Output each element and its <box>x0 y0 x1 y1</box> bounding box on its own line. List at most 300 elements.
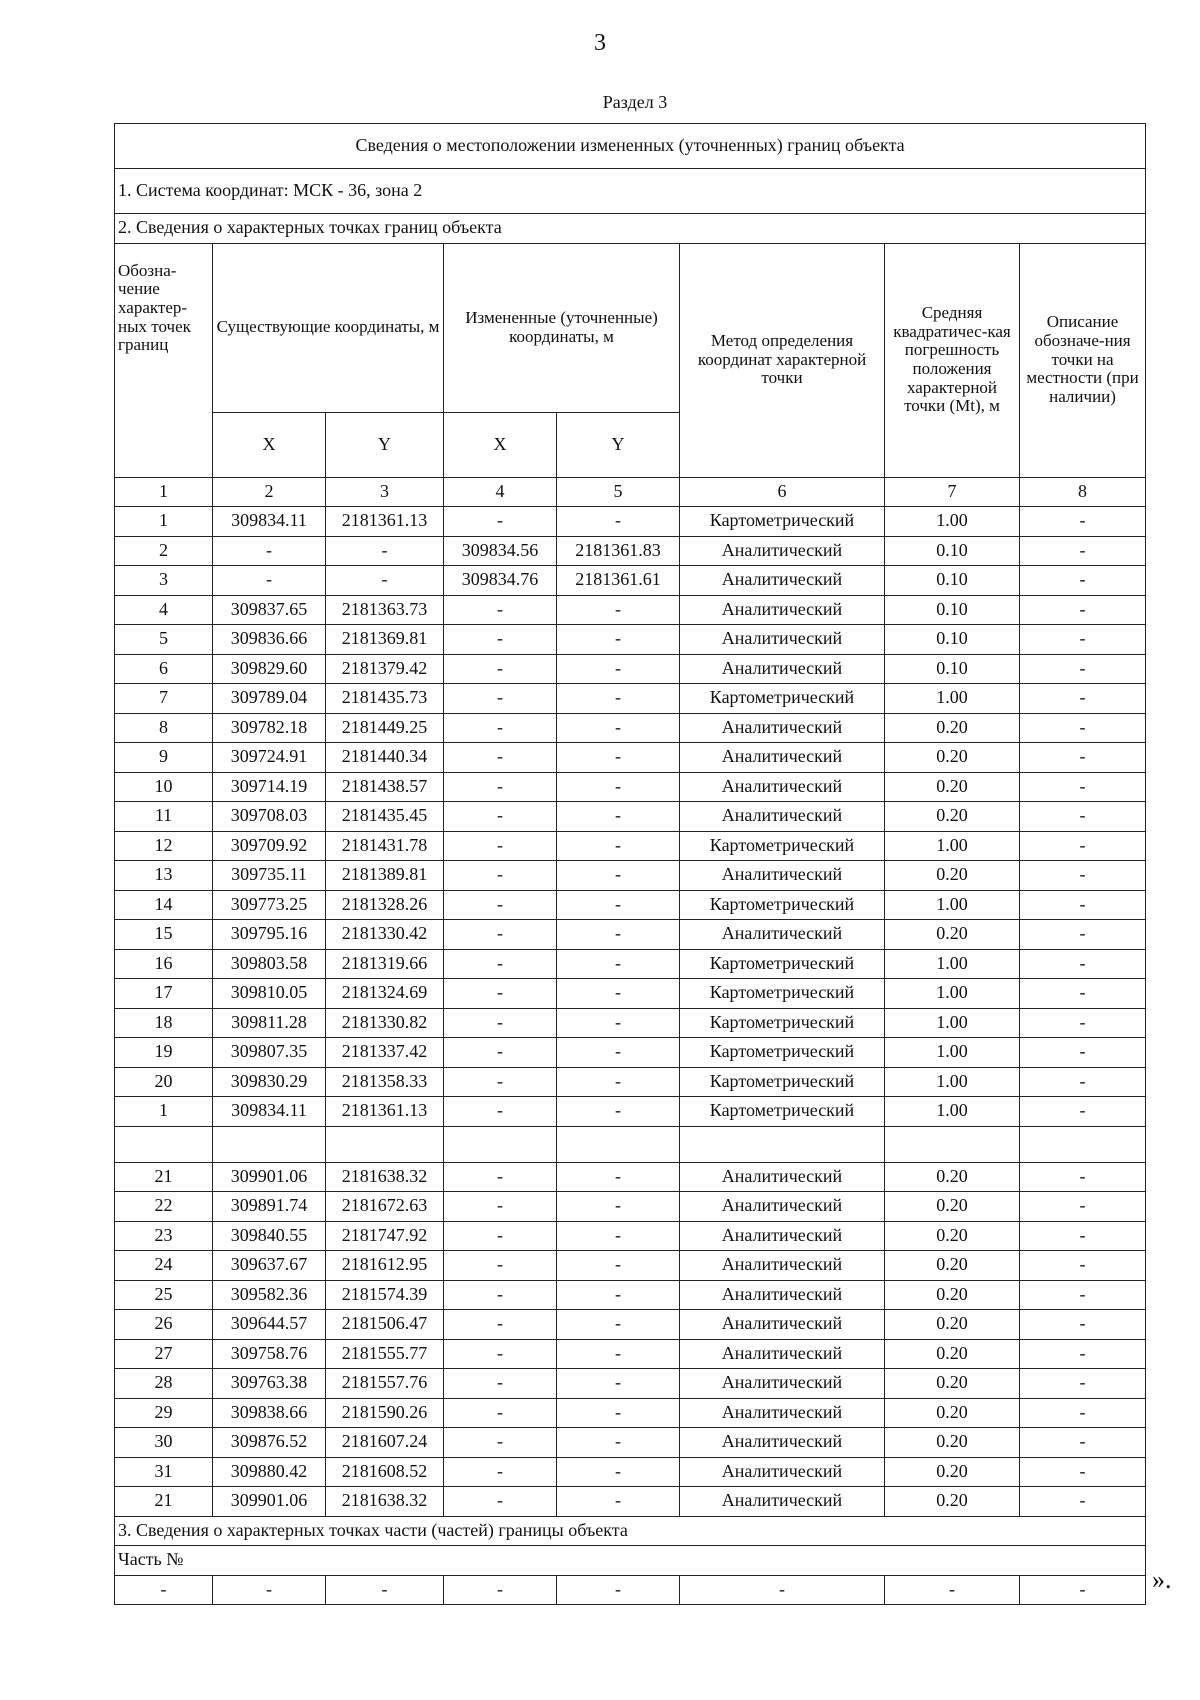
description-cell: - <box>1020 920 1146 950</box>
method-cell: Аналитический <box>680 713 885 743</box>
existing-x-cell: 309830.29 <box>213 1067 326 1097</box>
header-description: Описание обозначе-ния точки на местности (при наличии) <box>1020 243 1146 477</box>
error-cell: 0.20 <box>885 1221 1020 1251</box>
table-row <box>115 920 1146 950</box>
method-cell: Картометрический <box>680 979 885 1009</box>
existing-y-cell: 2181431.78 <box>326 831 444 861</box>
table-row <box>115 625 1146 655</box>
point-id-cell: 12 <box>115 831 213 861</box>
changed-y-cell: - <box>557 595 680 625</box>
existing-x-cell: 309810.05 <box>213 979 326 1009</box>
changed-x-cell: - <box>444 1310 557 1340</box>
changed-y-cell: - <box>557 802 680 832</box>
part-number-label: Часть № <box>115 1546 1146 1576</box>
parts-cell: - <box>680 1575 885 1605</box>
error-cell: 0.20 <box>885 1487 1020 1517</box>
point-id-cell: 26 <box>115 1310 213 1340</box>
error-cell: 0.20 <box>885 1280 1020 1310</box>
error-cell: 0.20 <box>885 1398 1020 1428</box>
description-cell: - <box>1020 1398 1146 1428</box>
changed-y-cell: - <box>557 1339 680 1369</box>
method-cell: Картометрический <box>680 890 885 920</box>
changed-y-cell: - <box>557 743 680 773</box>
changed-x-cell: - <box>444 743 557 773</box>
error-cell: 0.20 <box>885 1369 1020 1399</box>
error-cell: 0.20 <box>885 802 1020 832</box>
point-id-cell: 17 <box>115 979 213 1009</box>
changed-y-cell: - <box>557 1251 680 1281</box>
point-id-cell: 5 <box>115 625 213 655</box>
description-cell: - <box>1020 536 1146 566</box>
method-cell: Аналитический <box>680 1192 885 1222</box>
error-cell: 1.00 <box>885 1038 1020 1068</box>
description-cell: - <box>1020 831 1146 861</box>
point-id-cell: 6 <box>115 654 213 684</box>
description-cell: - <box>1020 861 1146 891</box>
table-row <box>115 772 1146 802</box>
existing-y-cell: 2181361.13 <box>326 1097 444 1127</box>
table-row <box>115 831 1146 861</box>
point-id-cell: 21 <box>115 1487 213 1517</box>
method-cell: Картометрический <box>680 1097 885 1127</box>
header-changed-x: X <box>444 412 557 477</box>
description-cell: - <box>1020 772 1146 802</box>
error-cell: 1.00 <box>885 1067 1020 1097</box>
existing-x-cell: 309807.35 <box>213 1038 326 1068</box>
existing-x-cell: 309901.06 <box>213 1162 326 1192</box>
existing-x-cell: 309834.11 <box>213 507 326 537</box>
coordinate-system: 1. Система координат: МСК - 36, зона 2 <box>115 169 1146 214</box>
existing-y-cell: 2181324.69 <box>326 979 444 1009</box>
point-id-cell: 16 <box>115 949 213 979</box>
changed-x-cell: - <box>444 890 557 920</box>
empty-cell <box>1020 1126 1146 1162</box>
point-id-cell: 4 <box>115 595 213 625</box>
error-cell: 0.20 <box>885 1457 1020 1487</box>
method-cell: Картометрический <box>680 949 885 979</box>
existing-y-cell: 2181330.82 <box>326 1008 444 1038</box>
description-cell: - <box>1020 1038 1146 1068</box>
existing-x-cell: 309773.25 <box>213 890 326 920</box>
description-cell: - <box>1020 1192 1146 1222</box>
method-cell: Аналитический <box>680 625 885 655</box>
method-cell: Аналитический <box>680 1339 885 1369</box>
changed-y-cell: - <box>557 831 680 861</box>
existing-x-cell: - <box>213 536 326 566</box>
existing-x-cell: 309709.92 <box>213 831 326 861</box>
method-cell: Аналитический <box>680 802 885 832</box>
method-cell: Картометрический <box>680 1008 885 1038</box>
existing-x-cell: 309838.66 <box>213 1398 326 1428</box>
description-cell: - <box>1020 1162 1146 1192</box>
description-cell: - <box>1020 743 1146 773</box>
separator-row <box>115 1126 1146 1162</box>
changed-y-cell: - <box>557 1457 680 1487</box>
changed-y-cell: - <box>557 920 680 950</box>
changed-y-cell: 2181361.83 <box>557 536 680 566</box>
closing-mark: ». <box>1152 1565 1172 1594</box>
point-id-cell: 27 <box>115 1339 213 1369</box>
changed-y-cell: - <box>557 1428 680 1458</box>
header-changed: Измененные (уточненные) координаты, м <box>444 243 680 412</box>
changed-y-cell: - <box>557 890 680 920</box>
description-cell: - <box>1020 1008 1146 1038</box>
description-cell: - <box>1020 1369 1146 1399</box>
table-row <box>115 1067 1146 1097</box>
changed-x-cell: 309834.56 <box>444 536 557 566</box>
table-row <box>115 1192 1146 1222</box>
existing-y-cell: 2181435.73 <box>326 684 444 714</box>
table-row <box>115 979 1146 1009</box>
existing-x-cell: 309811.28 <box>213 1008 326 1038</box>
changed-y-cell: - <box>557 1008 680 1038</box>
method-cell: Картометрический <box>680 1038 885 1068</box>
header-existing-x: X <box>213 412 326 477</box>
empty-cell <box>115 1126 213 1162</box>
changed-x-cell: - <box>444 1487 557 1517</box>
table-row <box>115 1339 1146 1369</box>
changed-x-cell: - <box>444 861 557 891</box>
table-row <box>115 713 1146 743</box>
error-cell: 0.20 <box>885 1192 1020 1222</box>
error-cell: 0.20 <box>885 1251 1020 1281</box>
changed-x-cell: - <box>444 1162 557 1192</box>
changed-x-cell: - <box>444 949 557 979</box>
error-cell: 0.20 <box>885 861 1020 891</box>
point-id-cell: 21 <box>115 1162 213 1192</box>
error-cell: 0.10 <box>885 536 1020 566</box>
changed-y-cell: 2181361.61 <box>557 566 680 596</box>
error-cell: 1.00 <box>885 831 1020 861</box>
description-cell: - <box>1020 625 1146 655</box>
header-method: Метод определения координат характерной точки <box>680 243 885 477</box>
column-number: 1 <box>115 477 213 507</box>
existing-y-cell: 2181328.26 <box>326 890 444 920</box>
error-cell: 0.10 <box>885 654 1020 684</box>
existing-y-cell: 2181435.45 <box>326 802 444 832</box>
changed-x-cell: - <box>444 1067 557 1097</box>
table-row <box>115 1008 1146 1038</box>
existing-y-cell: 2181612.95 <box>326 1251 444 1281</box>
point-id-cell: 24 <box>115 1251 213 1281</box>
description-cell: - <box>1020 802 1146 832</box>
error-cell: 0.10 <box>885 625 1020 655</box>
changed-x-cell: - <box>444 1339 557 1369</box>
method-cell: Аналитический <box>680 1221 885 1251</box>
changed-y-cell: - <box>557 1310 680 1340</box>
header-existing-y: Y <box>326 412 444 477</box>
method-cell: Аналитический <box>680 536 885 566</box>
existing-x-cell: 309837.65 <box>213 595 326 625</box>
changed-y-cell: - <box>557 507 680 537</box>
method-cell: Аналитический <box>680 654 885 684</box>
method-cell: Аналитический <box>680 1398 885 1428</box>
point-id-cell: 1 <box>115 1097 213 1127</box>
column-number: 3 <box>326 477 444 507</box>
description-cell: - <box>1020 890 1146 920</box>
changed-x-cell: - <box>444 1457 557 1487</box>
description-cell: - <box>1020 1339 1146 1369</box>
method-cell: Аналитический <box>680 772 885 802</box>
changed-x-cell: - <box>444 1251 557 1281</box>
changed-x-cell: 309834.76 <box>444 566 557 596</box>
changed-x-cell: - <box>444 1369 557 1399</box>
table-row <box>115 566 1146 596</box>
existing-y-cell: 2181608.52 <box>326 1457 444 1487</box>
table-row <box>115 743 1146 773</box>
description-cell: - <box>1020 654 1146 684</box>
existing-x-cell: 309836.66 <box>213 625 326 655</box>
method-cell: Картометрический <box>680 684 885 714</box>
changed-x-cell: - <box>444 1097 557 1127</box>
changed-y-cell: - <box>557 1487 680 1517</box>
error-cell: 0.10 <box>885 566 1020 596</box>
method-cell: Аналитический <box>680 1162 885 1192</box>
changed-y-cell: - <box>557 1097 680 1127</box>
existing-x-cell: 309829.60 <box>213 654 326 684</box>
description-cell: - <box>1020 1487 1146 1517</box>
changed-x-cell: - <box>444 979 557 1009</box>
point-id-cell: 10 <box>115 772 213 802</box>
method-cell: Аналитический <box>680 1310 885 1340</box>
parts-cell: - <box>444 1575 557 1605</box>
error-cell: 0.20 <box>885 1428 1020 1458</box>
header-existing: Существующие координаты, м <box>213 243 444 412</box>
error-cell: 0.20 <box>885 772 1020 802</box>
point-id-cell: 22 <box>115 1192 213 1222</box>
changed-x-cell: - <box>444 713 557 743</box>
parts-cell: - <box>213 1575 326 1605</box>
description-cell: - <box>1020 1097 1146 1127</box>
point-id-cell: 9 <box>115 743 213 773</box>
point-id-cell: 25 <box>115 1280 213 1310</box>
table-row <box>115 1369 1146 1399</box>
changed-x-cell: - <box>444 1398 557 1428</box>
parts-cell: - <box>1020 1575 1146 1605</box>
existing-y-cell: 2181506.47 <box>326 1310 444 1340</box>
table-row <box>115 949 1146 979</box>
column-number: 7 <box>885 477 1020 507</box>
page-number: 3 <box>594 30 606 56</box>
empty-cell <box>444 1126 557 1162</box>
existing-x-cell: 309644.57 <box>213 1310 326 1340</box>
existing-y-cell: 2181607.24 <box>326 1428 444 1458</box>
existing-y-cell: 2181363.73 <box>326 595 444 625</box>
method-cell: Аналитический <box>680 1369 885 1399</box>
header-changed-y: Y <box>557 412 680 477</box>
method-cell: Аналитический <box>680 1457 885 1487</box>
error-cell: 1.00 <box>885 507 1020 537</box>
table-row <box>115 507 1146 537</box>
existing-y-cell: 2181358.33 <box>326 1067 444 1097</box>
point-id-cell: 1 <box>115 507 213 537</box>
existing-x-cell: 309795.16 <box>213 920 326 950</box>
column-number: 2 <box>213 477 326 507</box>
existing-x-cell: 309724.91 <box>213 743 326 773</box>
point-id-cell: 11 <box>115 802 213 832</box>
error-cell: 0.20 <box>885 1310 1020 1340</box>
parts-cell: - <box>885 1575 1020 1605</box>
error-cell: 1.00 <box>885 979 1020 1009</box>
table-row <box>115 802 1146 832</box>
table-row <box>115 1487 1146 1517</box>
table-row <box>115 1221 1146 1251</box>
existing-x-cell: 309901.06 <box>213 1487 326 1517</box>
point-id-cell: 14 <box>115 890 213 920</box>
error-cell: 0.20 <box>885 1339 1020 1369</box>
parts-row <box>115 1575 1146 1605</box>
point-id-cell: 19 <box>115 1038 213 1068</box>
existing-x-cell: 309582.36 <box>213 1280 326 1310</box>
existing-x-cell: 309803.58 <box>213 949 326 979</box>
existing-x-cell: 309708.03 <box>213 802 326 832</box>
existing-y-cell: 2181337.42 <box>326 1038 444 1068</box>
method-cell: Аналитический <box>680 1280 885 1310</box>
changed-x-cell: - <box>444 507 557 537</box>
existing-x-cell: 309876.52 <box>213 1428 326 1458</box>
table-row <box>115 1251 1146 1281</box>
table-row <box>115 1280 1146 1310</box>
changed-x-cell: - <box>444 1008 557 1038</box>
column-number: 5 <box>557 477 680 507</box>
existing-x-cell: 309735.11 <box>213 861 326 891</box>
changed-x-cell: - <box>444 654 557 684</box>
existing-x-cell: 309834.11 <box>213 1097 326 1127</box>
existing-y-cell: - <box>326 536 444 566</box>
changed-y-cell: - <box>557 1398 680 1428</box>
description-cell: - <box>1020 949 1146 979</box>
existing-y-cell: 2181319.66 <box>326 949 444 979</box>
changed-y-cell: - <box>557 1038 680 1068</box>
point-id-cell: 7 <box>115 684 213 714</box>
existing-y-cell: 2181574.39 <box>326 1280 444 1310</box>
existing-x-cell: 309637.67 <box>213 1251 326 1281</box>
column-number: 8 <box>1020 477 1146 507</box>
error-cell: 1.00 <box>885 1008 1020 1038</box>
column-number: 6 <box>680 477 885 507</box>
description-cell: - <box>1020 1221 1146 1251</box>
boundary-points-table <box>114 123 1146 1605</box>
section-label: Раздел 3 <box>602 92 668 112</box>
changed-y-cell: - <box>557 1067 680 1097</box>
changed-x-cell: - <box>444 684 557 714</box>
changed-x-cell: - <box>444 1280 557 1310</box>
method-cell: Аналитический <box>680 595 885 625</box>
point-id-cell: 20 <box>115 1067 213 1097</box>
changed-y-cell: - <box>557 1369 680 1399</box>
method-cell: Картометрический <box>680 1067 885 1097</box>
changed-x-cell: - <box>444 625 557 655</box>
parts-heading: 3. Сведения о характерных точках части (частей) границы объекта <box>115 1516 1146 1546</box>
description-cell: - <box>1020 1457 1146 1487</box>
table-row <box>115 1310 1146 1340</box>
changed-y-cell: - <box>557 654 680 684</box>
error-cell: 1.00 <box>885 1097 1020 1127</box>
changed-y-cell: - <box>557 625 680 655</box>
changed-y-cell: - <box>557 1221 680 1251</box>
method-cell: Аналитический <box>680 566 885 596</box>
existing-y-cell: 2181440.34 <box>326 743 444 773</box>
existing-y-cell: 2181590.26 <box>326 1398 444 1428</box>
point-id-cell: 31 <box>115 1457 213 1487</box>
description-cell: - <box>1020 684 1146 714</box>
changed-y-cell: - <box>557 772 680 802</box>
existing-y-cell: 2181330.42 <box>326 920 444 950</box>
changed-y-cell: - <box>557 861 680 891</box>
points-heading: 2. Сведения о характерных точках границ объекта <box>115 214 1146 244</box>
changed-x-cell: - <box>444 920 557 950</box>
point-id-cell: 28 <box>115 1369 213 1399</box>
table-row <box>115 654 1146 684</box>
description-cell: - <box>1020 1280 1146 1310</box>
description-cell: - <box>1020 566 1146 596</box>
method-cell: Картометрический <box>680 831 885 861</box>
point-id-cell: 2 <box>115 536 213 566</box>
changed-y-cell: - <box>557 1162 680 1192</box>
error-cell: 0.20 <box>885 920 1020 950</box>
existing-y-cell: 2181555.77 <box>326 1339 444 1369</box>
changed-y-cell: - <box>557 979 680 1009</box>
existing-y-cell: 2181557.76 <box>326 1369 444 1399</box>
error-cell: 0.10 <box>885 595 1020 625</box>
point-id-cell: 18 <box>115 1008 213 1038</box>
description-cell: - <box>1020 1251 1146 1281</box>
existing-x-cell: 309763.38 <box>213 1369 326 1399</box>
changed-y-cell: - <box>557 713 680 743</box>
existing-x-cell: 309714.19 <box>213 772 326 802</box>
existing-y-cell: 2181638.32 <box>326 1162 444 1192</box>
existing-x-cell: 309758.76 <box>213 1339 326 1369</box>
empty-cell <box>885 1126 1020 1162</box>
method-cell: Картометрический <box>680 507 885 537</box>
column-numbers-row <box>115 477 1146 507</box>
changed-x-cell: - <box>444 1038 557 1068</box>
point-id-cell: 3 <box>115 566 213 596</box>
existing-x-cell: 309840.55 <box>213 1221 326 1251</box>
point-id-cell: 8 <box>115 713 213 743</box>
description-cell: - <box>1020 1067 1146 1097</box>
method-cell: Аналитический <box>680 920 885 950</box>
changed-y-cell: - <box>557 684 680 714</box>
error-cell: 1.00 <box>885 949 1020 979</box>
changed-x-cell: - <box>444 772 557 802</box>
table-row <box>115 684 1146 714</box>
empty-cell <box>326 1126 444 1162</box>
table-row <box>115 1038 1146 1068</box>
description-cell: - <box>1020 507 1146 537</box>
parts-cell: - <box>326 1575 444 1605</box>
changed-y-cell: - <box>557 1192 680 1222</box>
existing-y-cell: 2181449.25 <box>326 713 444 743</box>
table-row <box>115 890 1146 920</box>
table-row <box>115 1457 1146 1487</box>
point-id-cell: 13 <box>115 861 213 891</box>
existing-x-cell: 309789.04 <box>213 684 326 714</box>
existing-y-cell: 2181361.13 <box>326 507 444 537</box>
table-row <box>115 1428 1146 1458</box>
method-cell: Аналитический <box>680 743 885 773</box>
point-id-cell: 23 <box>115 1221 213 1251</box>
method-cell: Аналитический <box>680 1251 885 1281</box>
error-cell: 1.00 <box>885 684 1020 714</box>
empty-cell <box>680 1126 885 1162</box>
existing-y-cell: 2181389.81 <box>326 861 444 891</box>
existing-y-cell: 2181438.57 <box>326 772 444 802</box>
changed-x-cell: - <box>444 1428 557 1458</box>
description-cell: - <box>1020 595 1146 625</box>
existing-y-cell: 2181672.63 <box>326 1192 444 1222</box>
description-cell: - <box>1020 1428 1146 1458</box>
